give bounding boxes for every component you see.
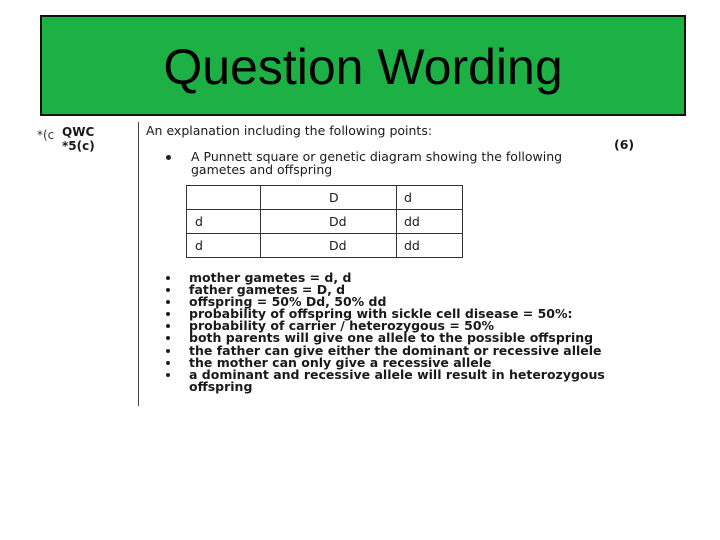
bullet-icon [166,373,170,377]
point-text: offspring = 50% Dd, 50% dd [189,294,387,310]
bullet-icon [166,324,170,328]
punnett-cell: dd [397,210,463,234]
point-text: father gametes = D, d [189,282,346,298]
answer-points-list [166,272,606,393]
bullet-icon [166,300,170,304]
punnett-cell: Dd [261,210,397,234]
punnett-square [186,185,463,258]
point-text: a dominant and recessive allele will result in heterozygous offspring [189,366,605,394]
marks-value: (6) [614,137,635,152]
punnett-cell: d [187,234,261,258]
slide-title: Question Wording [163,39,563,95]
point-text: the mother can only give a recessive allele [189,354,492,370]
punnett-cell: Dd [261,234,397,258]
punnett-row [187,234,463,258]
punnett-cell [187,186,261,210]
punnett-row [187,210,463,234]
punnett-cell: dd [397,234,463,258]
answer-intro: An explanation including the following points: [146,123,433,138]
bullet-icon [166,361,170,365]
punnett-header-row [187,186,463,210]
column-divider [138,122,139,406]
bullet-icon [166,276,170,280]
point-text: probability of offspring with sickle cell disease = 50%: [189,306,573,322]
point-text: both parents will give one allele to the possible offspring [189,330,594,346]
question-number: *5(c) [62,139,95,153]
bullet-icon [166,336,170,340]
bullet-icon [166,155,171,160]
list-item [166,366,606,394]
qwc-label: QWC [62,125,95,139]
question-reference [62,125,95,153]
main-bullet-text: A Punnett square or genetic diagram showing the following gametes and offspring [191,149,563,177]
point-text: the father can give either the dominant or recessive allele [189,342,602,358]
bullet-icon [166,288,170,292]
punnett-cell: D [261,186,397,210]
main-bullet [166,150,606,176]
bullet-icon [166,312,170,316]
question-marker: *(c [37,128,55,142]
bullet-icon [166,349,170,353]
title-banner [40,15,686,116]
point-text: mother gametes = d, d [189,270,352,285]
punnett-cell: d [397,186,463,210]
point-text: probability of carrier / heterozygous = 50% [189,318,495,334]
punnett-cell: d [187,210,261,234]
